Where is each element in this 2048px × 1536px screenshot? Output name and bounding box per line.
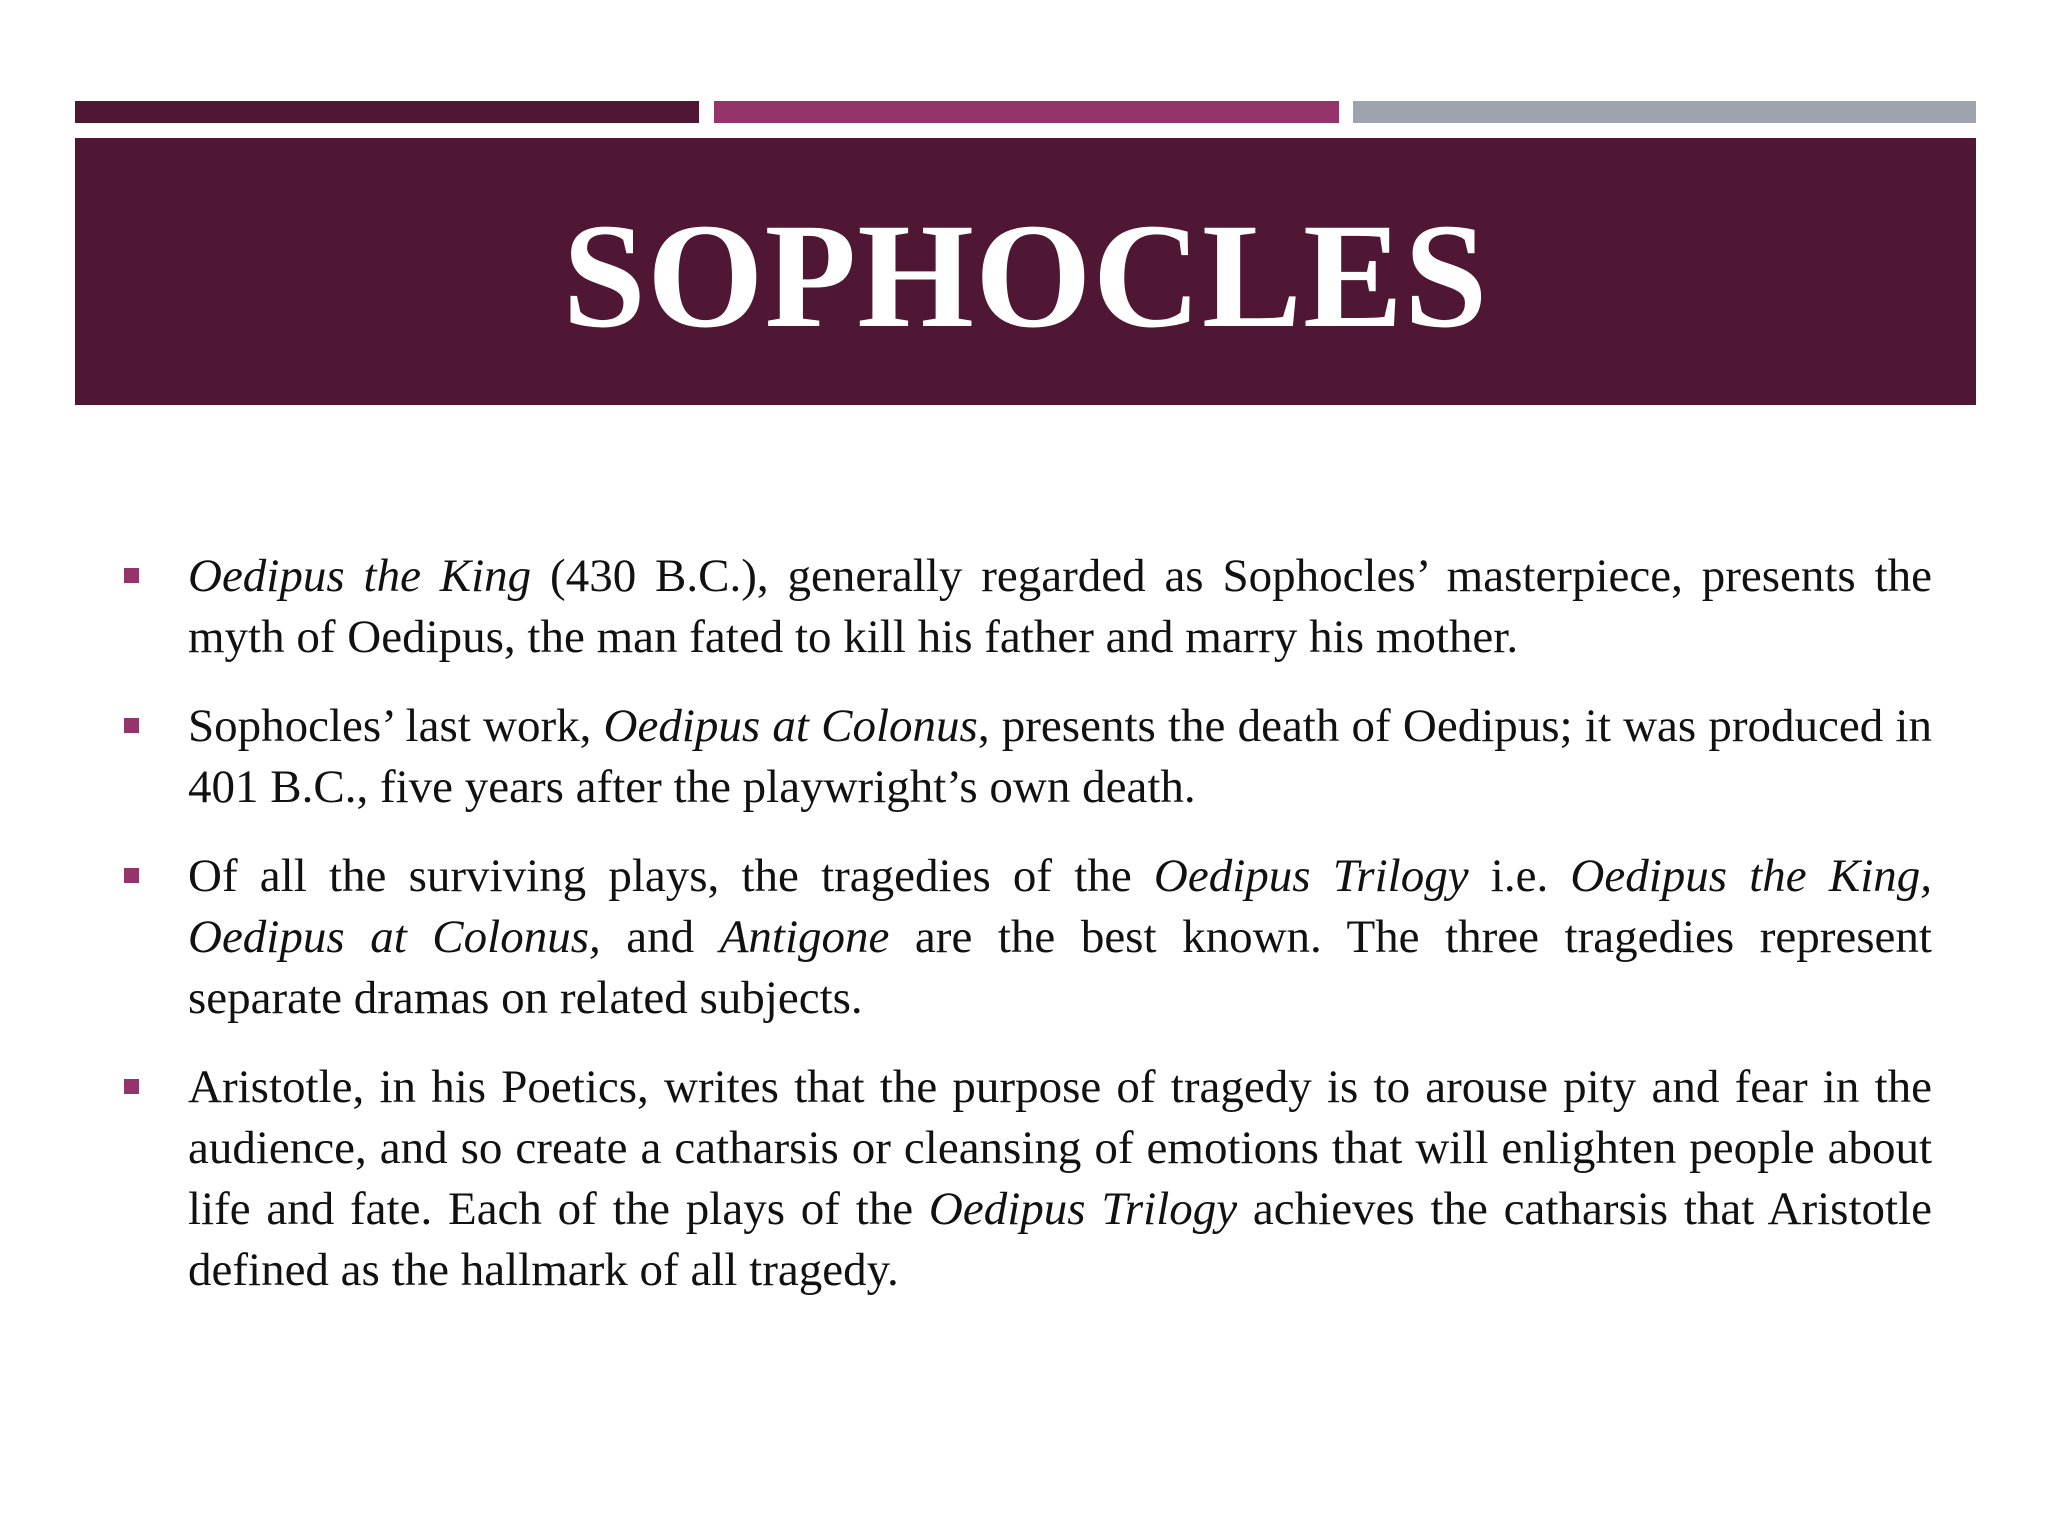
bullet-text-segment: (430 B.C.), generally regarded as Sophocles’ masterpiece, presents the myth of Oedipus, the man fated to kill his father and marry his mother. [188, 550, 1932, 663]
italic-title-text: Antigone [719, 911, 890, 963]
bullet-text-segment: Aristotle, in his Poetics, writes that the purpose of tragedy is to arouse pity and fear in the audience, and so create a catharsis or cleansing of emotions that will enlighten people about life and fate. Each of the plays of the [188, 1061, 1932, 1235]
bullet-text-segment: and [600, 911, 720, 963]
accent-bar-gray [1353, 101, 1976, 123]
bullet-text-segment: Sophocles’ last work, [188, 700, 604, 752]
bullet-text [188, 1057, 1932, 1301]
bullet-text [188, 696, 1932, 818]
italic-title-text: Oedipus Trilogy [928, 1183, 1238, 1235]
italic-title-text: Oedipus Trilogy [1153, 850, 1469, 902]
bullet-text-segment: i.e. [1468, 850, 1571, 902]
bullet-item [120, 1057, 1932, 1301]
accent-bar-dark [75, 101, 699, 123]
italic-title-text: Oedipus the King [188, 550, 532, 602]
accent-bar-magenta [714, 101, 1339, 123]
bullet-square-icon [124, 1079, 139, 1094]
bullet-text [188, 546, 1932, 668]
bullet-square-icon [124, 568, 139, 583]
bullet-square-icon [124, 718, 139, 733]
bullet-item [120, 546, 1932, 668]
slide-title: SOPHOCLES [562, 192, 1489, 359]
bullet-text-segment: are the best known. The three tragedies represent separate dramas on related subjects. [188, 911, 1932, 1024]
bullet-item [120, 846, 1932, 1029]
bullet-text-segment: Of all the surviving plays, the tragedies of the [188, 850, 1154, 902]
bullet-text-segment: achieves the catharsis that Aristotle defined as the hallmark of all tragedy. [188, 1183, 1932, 1296]
bullet-list [120, 546, 1932, 1329]
bullet-square-icon [124, 868, 139, 883]
bullet-text-segment: , presents the death of Oedipus; it was produced in 401 B.C., five years after the playwright’s own death. [188, 700, 1932, 813]
bullet-text [188, 846, 1932, 1029]
italic-title-text: Oedipus the King, Oedipus at Colonus, [188, 850, 1933, 963]
bullet-item [120, 696, 1932, 818]
italic-title-text: Oedipus at Colonus [603, 700, 978, 752]
title-band [75, 138, 1976, 405]
